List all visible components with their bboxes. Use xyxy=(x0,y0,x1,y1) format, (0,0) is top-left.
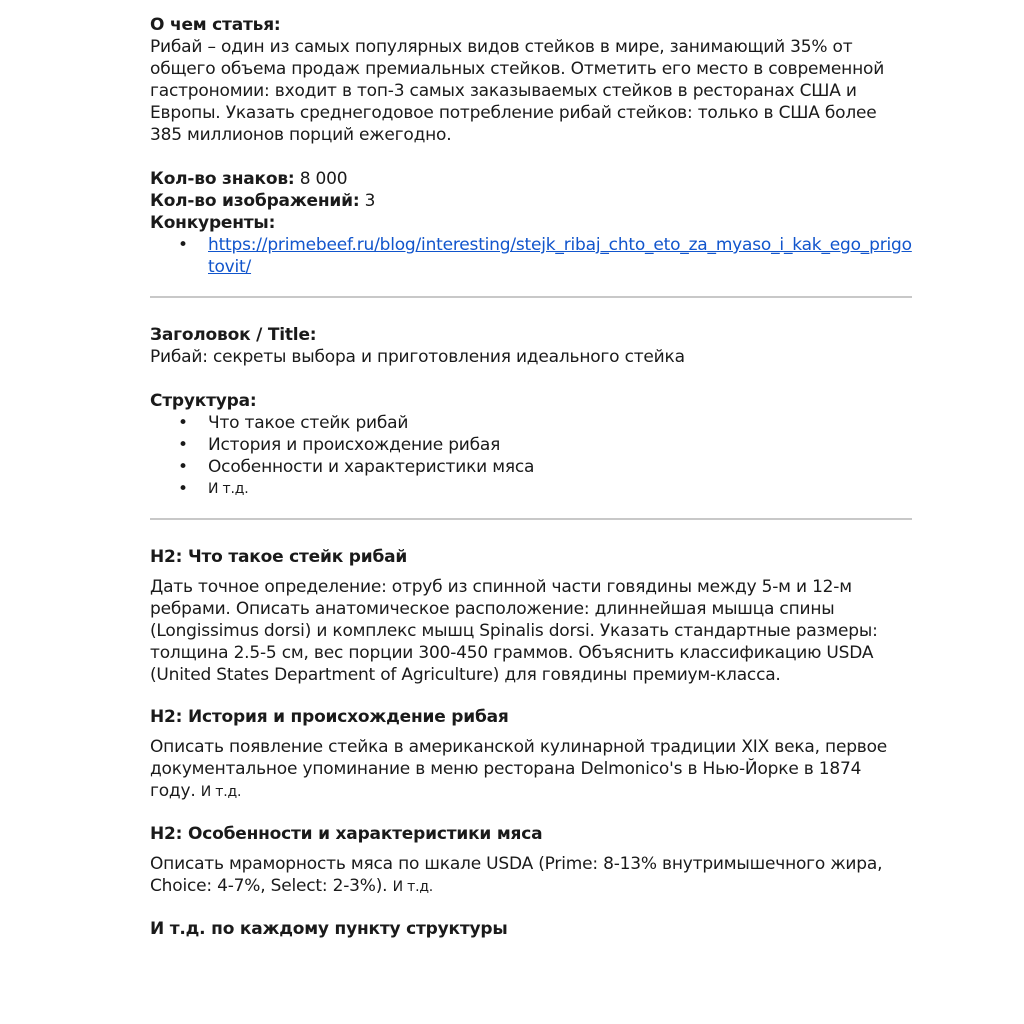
section-text: Дать точное определение: отруб из спинной части говядины между 5-м и 12-м ребрами. Описать анатомическое расположение: длиннейшая мышца спины (Longissimus dorsi) и комплекс мышц Spinalis dorsi. Указать стандартные размеры: толщина 2.5-5 см, вес порции 300-450 граммов. Объяснить классификацию USDA (United States Department of Agriculture) для говядины премиум-класса. xyxy=(150,577,878,685)
about-text: Рибай – один из самых популярных видов стейков в мире, занимающий 35% от общего объема продаж премиальных стейков. Отметить его место в современной гастрономии: входит в топ-3 самых заказываемых стейков в ресторанах США и Европы. Указать среднегодовое потребление рибай стейков: только в США более 385 миллионов порций ежегодно. xyxy=(150,37,885,145)
section-text-row xyxy=(150,853,912,898)
section-heading: H2: Особенности и характеристики мяса xyxy=(150,824,543,844)
document-content xyxy=(150,14,912,940)
about-heading: О чем статья: xyxy=(150,15,281,35)
list-item: • Особенности и характеристики мяса xyxy=(150,456,912,478)
chars-count-row xyxy=(150,168,912,190)
list-item xyxy=(150,234,912,278)
list-item: • История и происхождение рибая xyxy=(150,434,912,456)
section-text: Описать появление стейка в американской кулинарной традиции XIX века, первое документальное упоминание в меню ресторана Delmonico's в Нью-Йорке в 1874 году. xyxy=(150,737,888,801)
list-item: • Что такое стейк рибай xyxy=(150,412,912,434)
section-heading: H2: История и происхождение рибая xyxy=(150,707,509,727)
images-count-value: 3 xyxy=(364,191,376,211)
section-suffix: И т.д. xyxy=(200,784,242,800)
title-label: Заголовок / Title: xyxy=(150,325,317,345)
title-value: Рибай: секреты выбора и приготовления идеального стейка xyxy=(150,347,685,367)
structure-label: Структура: xyxy=(150,391,257,411)
images-count-label: Кол-во изображений: xyxy=(150,191,360,211)
structure-list xyxy=(150,412,912,500)
section-heading: H2: Что такое стейк рибай xyxy=(150,547,408,567)
chars-count-value: 8 000 xyxy=(299,169,348,189)
footer-note: И т.д. по каждому пункту структуры xyxy=(150,919,508,939)
list-item: • И т.д. xyxy=(150,478,912,500)
section-text-row xyxy=(150,736,912,803)
section-text: Описать мраморность мяса по шкале USDA (Prime: 8-13% внутримышечного жира, Choice: 4-7%, Select: 2-3%). xyxy=(150,854,883,896)
images-count-row xyxy=(150,190,912,212)
competitors-label: Конкуренты: xyxy=(150,213,276,233)
competitors-list xyxy=(150,234,912,278)
competitor-link[interactable]: https://primebeef.ru/blog/interesting/stejk_ribaj_chto_eto_za_myaso_i_kak_ego_prigotovit/ xyxy=(208,235,912,277)
section-suffix: И т.д. xyxy=(392,879,434,895)
chars-count-label: Кол-во знаков: xyxy=(150,169,295,189)
